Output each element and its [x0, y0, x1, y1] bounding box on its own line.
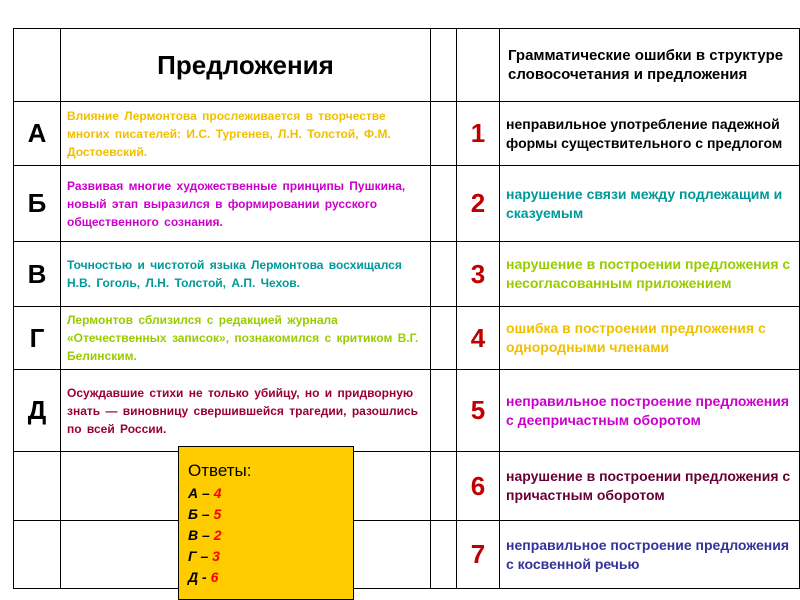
gap-cell: [431, 102, 457, 166]
row-letter: В: [14, 242, 61, 307]
gap-cell: [431, 307, 457, 370]
error-cell: нарушение связи между подлежащим и сказуемым: [500, 166, 800, 242]
header-number-cell: [457, 29, 500, 102]
answer-value: 6: [210, 569, 219, 585]
table-row: [14, 521, 800, 589]
error-number: 5: [457, 370, 500, 452]
gap-cell: [431, 452, 457, 521]
gap-cell: [431, 370, 457, 452]
error-number: 1: [457, 102, 500, 166]
error-number: 2: [457, 166, 500, 242]
gap-cell: [431, 521, 457, 589]
error-number: 7: [457, 521, 500, 589]
table-row: [14, 242, 800, 307]
errors-header: Грамматические ошибки в структуре словосочетания и предложения: [500, 29, 800, 102]
answer-key: Б –: [188, 506, 214, 522]
header-empty-cell: [14, 29, 61, 102]
row-letter: А: [14, 102, 61, 166]
answer-key: Д -: [188, 569, 211, 585]
answer-item: [188, 567, 353, 588]
table-row: [14, 307, 800, 370]
table-row: [14, 102, 800, 166]
error-number: 3: [457, 242, 500, 307]
answer-key: В –: [188, 527, 214, 543]
error-cell: неправильное употребление падежной формы существительного с предлогом: [500, 102, 800, 166]
row-letter: Б: [14, 166, 61, 242]
error-cell: неправильное построение предложения с деепричастным оборотом: [500, 370, 800, 452]
gap-cell: [431, 242, 457, 307]
sentence-cell: Осуждавшие стихи не только убийцу, но и придворную знать — виновницу свершившейся трагедии, разошлись по всей России.: [61, 370, 431, 452]
answers-box: [178, 446, 354, 600]
gap-cell: [431, 166, 457, 242]
table-row: [14, 452, 800, 521]
answer-value: 3: [212, 548, 220, 564]
answer-item: [188, 504, 353, 525]
table-row: [14, 166, 800, 242]
answer-item: [188, 525, 353, 546]
answer-item: [188, 483, 353, 504]
error-cell: ошибка в построении предложения с однородными членами: [500, 307, 800, 370]
sentence-cell: Лермонтов сблизился с редакцией журнала «Отечественных записок», познакомился с критиком В.Г. Белинским.: [61, 307, 431, 370]
error-cell: нарушение в построении предложения с несогласованным приложением: [500, 242, 800, 307]
header-gap-cell: [431, 29, 457, 102]
sentences-header: Предложения: [61, 29, 431, 102]
table-row: [14, 370, 800, 452]
answer-value: 2: [213, 527, 222, 543]
error-cell: неправильное построение предложения с косвенной речью: [500, 521, 800, 589]
sentence-cell: Точностью и чистотой языка Лермонтова восхищался Н.В. Гоголь, Л.Н. Толстой, А.П. Чехов.: [61, 242, 431, 307]
error-number: 4: [457, 307, 500, 370]
sentence-cell: Развивая многие художественные принципы Пушкина, новый этап выразился в формировании русского общественного сознания.: [61, 166, 431, 242]
sentence-cell: Влияние Лермонтова прослеживается в творчестве многих писателей: И.С. Тургенев, Л.Н. Толстой, Ф.М. Достоевский.: [61, 102, 431, 166]
row-letter: Д: [14, 370, 61, 452]
error-cell: нарушение в построении предложения с причастным оборотом: [500, 452, 800, 521]
answer-value: 4: [213, 485, 222, 501]
answers-title: Ответы:: [188, 461, 252, 480]
answer-key: Г –: [188, 548, 213, 564]
answer-item: [188, 546, 353, 567]
answer-key: А –: [188, 485, 214, 501]
row-letter: Г: [14, 307, 61, 370]
row-letter: [14, 452, 61, 521]
answer-value: 5: [213, 506, 222, 522]
table-header-row: [14, 29, 800, 102]
grammar-table: [13, 28, 800, 589]
error-number: 6: [457, 452, 500, 521]
row-letter: [14, 521, 61, 589]
